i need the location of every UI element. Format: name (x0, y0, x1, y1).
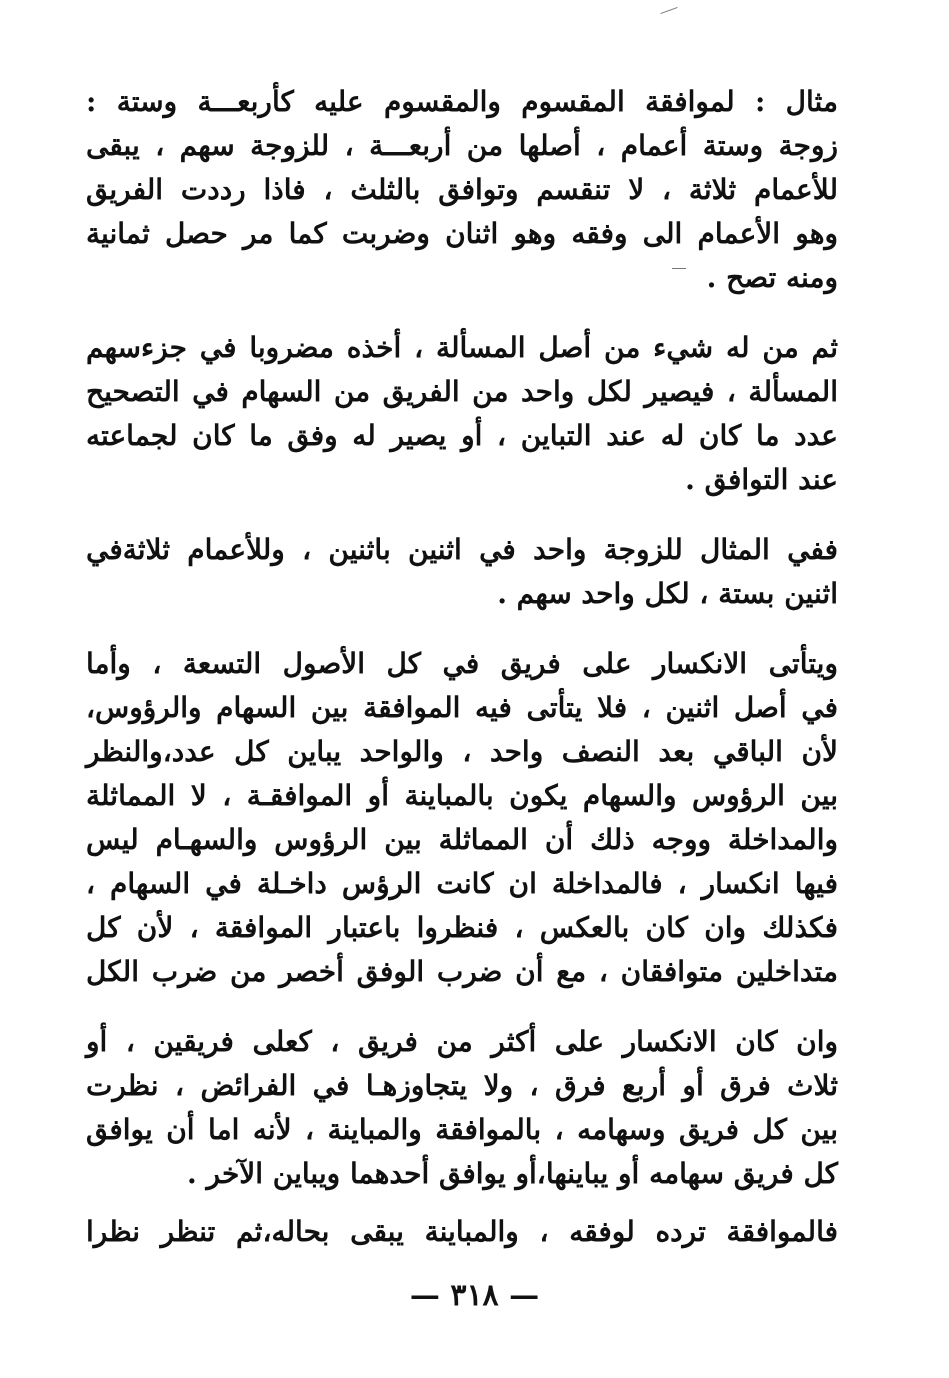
text-line: المسألة ، فيصير لكل واحد من الفريق من السهام في التصحيح (86, 375, 838, 408)
paragraph-2 (86, 326, 838, 502)
scan-speck (660, 7, 677, 14)
paragraph-3 (86, 528, 838, 616)
text-line: متداخلين متوافقان ، مع أن ضرب الوفق أخصر من ضرب الكل (86, 955, 838, 988)
paragraph-5 (86, 1020, 838, 1196)
scan-speck (672, 268, 686, 269)
text-line: ثلاث فرق أو أربع فرق ، ولا يتجاوزهـا في الفرائض ، نظرت (86, 1069, 838, 1102)
text-line: مثال : لموافقة المقسوم والمقسوم عليه كأربعـــة وستة : (86, 85, 838, 118)
text-line: زوجة وستة أعمام ، أصلها من أربعـــة ، للزوجة سهم ، يبقى (86, 129, 838, 162)
text-line: كل فريق سهامه أو يباينها،أو يوافق أحدهما ويباين الآخر . (187, 1157, 838, 1190)
text-line: وهو الأعمام الى وفقه وهو اثنان وضربت كما مر حصل ثمانية (86, 217, 838, 250)
text-line: في أصل اثنين ، فلا يتأتى فيه الموافقة بين السهام والرؤوس، (86, 691, 838, 724)
text-line: فالموافقة ترده لوفقه ، والمباينة يبقى بحاله،ثم تنظر نظرا (86, 1215, 838, 1248)
paragraph-1 (86, 80, 838, 300)
text-line: ويتأتى الانكسار على فريق في كل الأصول التسعة ، وأما (86, 647, 838, 680)
page-number: — ٣١٨ — (409, 1278, 540, 1313)
text-line: عدد ما كان له عند التباين ، أو يصير له وفق ما كان لجماعته (86, 419, 838, 452)
text-line: للأعمام ثلاثة ، لا تنقسم وتوافق بالثلث ، فاذا رددت الفريق (86, 173, 838, 206)
paragraph-6 (86, 1210, 838, 1254)
text-line: ففي المثال للزوجة واحد في اثنين باثنين ، وللأعمام ثلاثةفي (86, 533, 838, 566)
text-line: وان كان الانكسار على أكثر من فريق ، كعلى فريقين ، أو (86, 1025, 838, 1058)
text-line: بين كل فريق وسهامه ، بالموافقة والمباينة ، لأنه اما أن يوافق (86, 1113, 838, 1146)
text-line: عند التوافق . (685, 463, 838, 496)
text-line: فيها انكسار ، فالمداخلة ان كانت الرؤس داخـلة في السهام ، (86, 867, 838, 900)
text-line: والمداخلة ووجه ذلك أن المماثلة بين الرؤوس والسهـام ليس (86, 823, 838, 856)
page-text-block (86, 80, 838, 1254)
text-line: ثم من له شيء من أصل المسألة ، أخذه مضروبا في جزءسهم (86, 331, 838, 364)
text-line: فكذلك وان كان بالعكس ، فنظروا باعتبار الموافقة ، لأن كل (86, 911, 838, 944)
text-line: اثنين بستة ، لكل واحد سهم . (497, 577, 838, 610)
text-line: لأن الباقي بعد النصف واحد ، والواحد يباين كل عدد،والنظر (86, 735, 838, 768)
text-line: بين الرؤوس والسهام يكون بالمباينة أو الموافقـة ، لا المماثلة (86, 779, 838, 812)
text-line: ومنه تصح . (706, 261, 838, 294)
paragraph-4 (86, 642, 838, 994)
